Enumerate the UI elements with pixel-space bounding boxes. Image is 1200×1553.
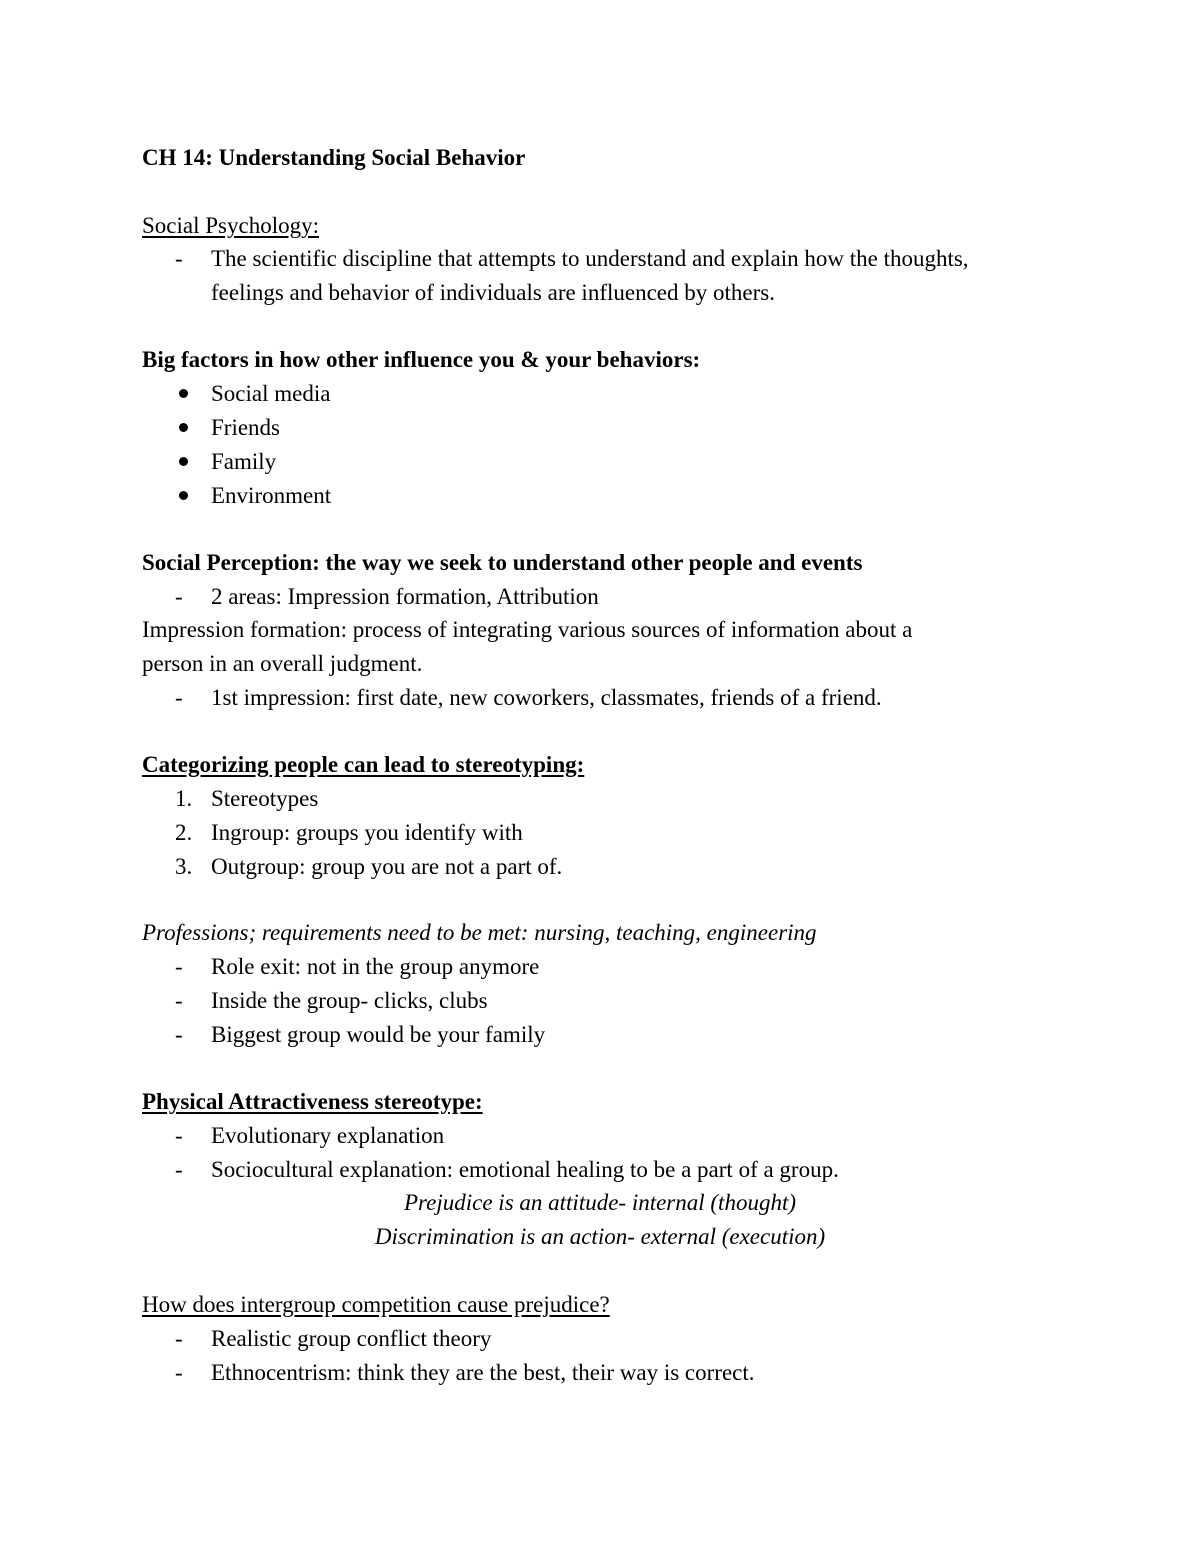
bullet-icon [179,423,188,432]
list-item: Evolutionary explanation [211,1123,445,1148]
dash-marker: - [175,1326,183,1351]
dash-marker: - [175,1360,183,1385]
list-item: Stereotypes [211,786,319,811]
list-item: Family [211,449,277,474]
page-title: CH 14: Understanding Social Behavior [142,145,526,170]
dash-marker: - [175,1022,183,1047]
professions-line: Professions; requirements need to be met: nursing, teaching, engineering [142,920,817,945]
list-item: Realistic group conflict theory [211,1326,492,1351]
prejudice-note: Prejudice is an attitude- internal (thought) [404,1190,796,1215]
dash-marker: - [175,685,183,710]
bullet-icon [179,491,188,500]
dash-marker: - [175,988,183,1013]
list-item: Ingroup: groups you identify with [211,820,523,845]
list-number: 2. [175,820,193,845]
discrimination-note: Discrimination is an action- external (execution) [374,1224,826,1249]
list-item: Outgroup: group you are not a part of. [211,854,563,879]
social-psychology-definition-line1: The scientific discipline that attempts to understand and explain how the thoughts, [211,246,969,271]
list-item: Role exit: not in the group anymore [211,954,540,979]
dash-marker: - [175,1123,183,1148]
list-number: 1. [175,786,193,811]
dash-marker: - [175,584,183,609]
social-perception-heading: Social Perception: the way we seek to understand other people and events [142,550,863,575]
social-psychology-definition-line2: feelings and behavior of individuals are influenced by others. [211,280,775,305]
impression-formation-line2: person in an overall judgment. [142,651,423,676]
bullet-icon [179,389,188,398]
list-item: Social media [211,381,331,406]
big-factors-heading: Big factors in how other influence you & your behaviors: [142,347,701,372]
list-item: Sociocultural explanation: emotional healing to be a part of a group. [211,1157,839,1182]
list-item: Inside the group- clicks, clubs [211,988,488,1013]
physical-attractiveness-heading: Physical Attractiveness stereotype: [142,1089,483,1114]
list-item: 2 areas: Impression formation, Attribution [211,584,599,609]
social-psychology-heading: Social Psychology: [142,213,319,238]
intergroup-heading: How does intergroup competition cause prejudice? [142,1292,610,1317]
dash-marker: - [175,954,183,979]
categorizing-heading: Categorizing people can lead to stereotyping: [142,752,585,777]
dash-marker: - [175,246,183,271]
dash-marker: - [175,1157,183,1182]
list-item: Environment [211,483,332,508]
bullet-icon [179,457,188,466]
list-item: Friends [211,415,280,440]
impression-formation-line1: Impression formation: process of integrating various sources of information about a [142,617,913,642]
list-number: 3. [175,854,193,879]
list-item: Ethnocentrism: think they are the best, their way is correct. [211,1360,755,1385]
list-item: 1st impression: first date, new coworkers, classmates, friends of a friend. [211,685,882,710]
list-item: Biggest group would be your family [211,1022,546,1047]
